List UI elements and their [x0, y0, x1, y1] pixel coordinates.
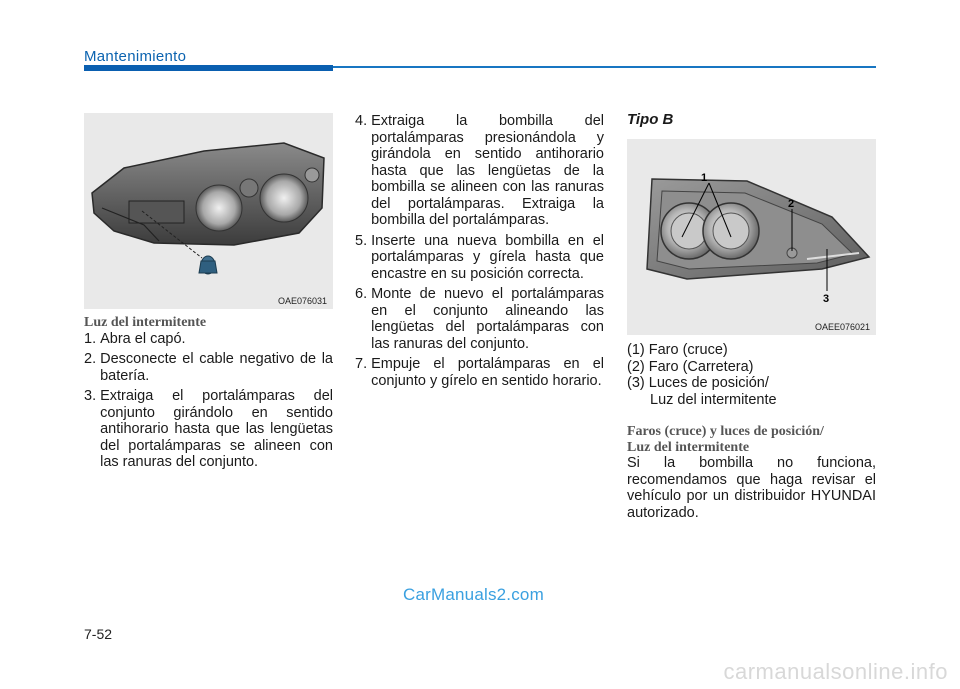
column-1	[84, 315, 333, 475]
site-watermark: carmanualsonline.info	[723, 659, 948, 684]
list-item: 1. Abra el capó.	[84, 330, 186, 347]
column-3	[627, 342, 876, 521]
headlamp-rear-illustration	[84, 113, 333, 309]
column-2	[355, 113, 604, 393]
list-item: 7. Empuje el portalámparas en el conjunto y gírelo en sentido horario.	[355, 356, 604, 389]
list-item: 4. Extraiga la bombilla del portalámparas presionándola y girándola en sentido antihorario hasta que las lengüetas de la bombilla se alineen con las ranuras del portalámparas. Extraiga la bombilla del portalámparas.	[355, 113, 604, 228]
callout-1: 1	[701, 172, 708, 184]
headlamp-front-illustration	[627, 139, 876, 335]
figure-code: OAE076031	[277, 296, 327, 306]
watermark-link[interactable]: CarManuals2.com	[403, 585, 544, 604]
callout-3: 3	[823, 293, 830, 305]
list-item: 6. Monte de nuevo el portalámparas en el conjunto alineando las lengüetas del portalámparas con las ranuras del conjunto.	[355, 286, 604, 352]
callout-2: 2	[788, 198, 795, 210]
list-item: 3. Extraiga el portalámparas del conjunto girándolo en sentido antihorario hasta que las lengüetas del portalámparas se alineen con las ranuras del conjunto.	[84, 388, 333, 470]
figure-caption: (2) Faro (Carretera)	[627, 358, 754, 375]
section-heading: Luz del intermitente	[84, 315, 207, 330]
page-number: 7-52	[84, 626, 113, 642]
section-heading: Luz del intermitente	[627, 439, 750, 455]
list-item: 2. Desconecte el cable negativo de la batería.	[84, 351, 333, 384]
header-section-title: Mantenimiento	[84, 48, 187, 65]
figure-caption: (3) Luces de posición/ Luz del intermitente	[627, 375, 777, 408]
body-paragraph: Si la bombilla no funciona, recomendamos que haga revisar el vehículo por un distribuidor HYUNDAI autorizado.	[627, 455, 876, 521]
column-3-subheading: Tipo B	[627, 111, 674, 128]
section-heading: Faros (cruce) y luces de posición/	[627, 424, 824, 439]
figure-caption: (1) Faro (cruce)	[627, 342, 728, 358]
headlamp-front-figure	[627, 139, 876, 335]
figure-code: OAEE076021	[814, 322, 870, 332]
headlamp-rear-figure	[84, 113, 333, 309]
list-item: 5. Inserte una nueva bombilla en el portalámparas y gírela hasta que encastre en su posición correcta.	[355, 232, 604, 282]
header-rule-accent	[84, 65, 333, 71]
